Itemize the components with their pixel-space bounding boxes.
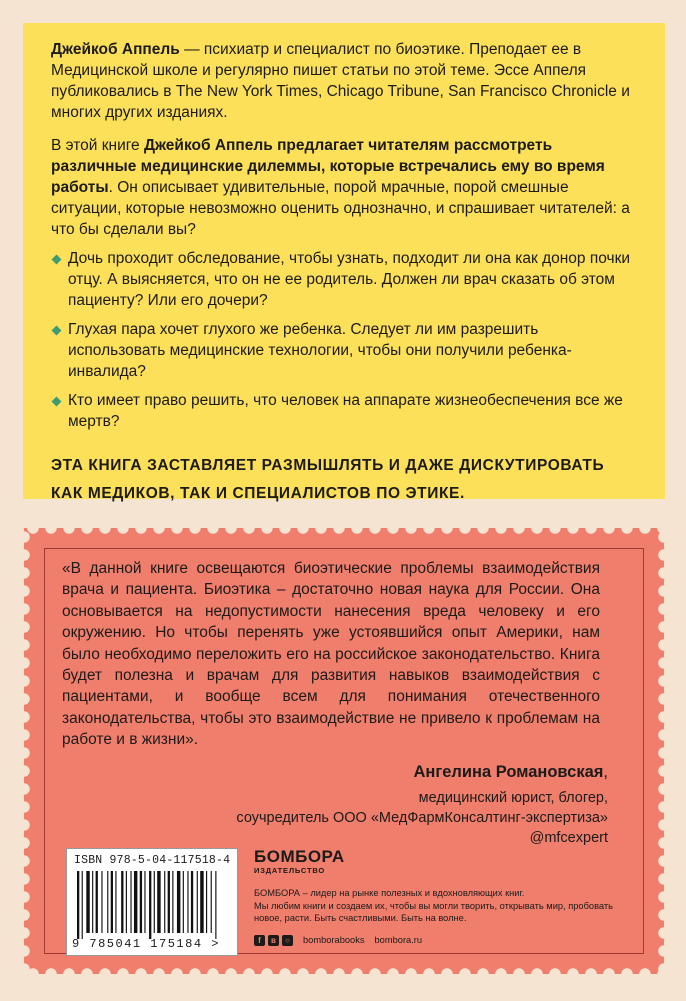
barcode-bar xyxy=(96,871,98,933)
barcode-bar xyxy=(191,871,193,933)
barcode-bar xyxy=(215,871,216,939)
barcode-bar xyxy=(211,871,212,933)
book-intro xyxy=(51,135,637,240)
publisher-description xyxy=(254,887,634,925)
barcode-bar xyxy=(92,871,93,933)
publisher-block xyxy=(254,848,634,946)
list-item-text: Глухая пара хочет глухого же ребенка. Следует ли им разрешить использовать медицинские технологии, чтобы они получили ребенка-инвалида? xyxy=(68,321,572,380)
publisher-links xyxy=(254,935,634,946)
diamond-bullet-icon xyxy=(52,326,62,336)
barcode-bar xyxy=(154,871,155,933)
barcode-bar xyxy=(183,871,184,933)
reviewer-name: Ангелина Романовская xyxy=(413,763,604,781)
barcode-bar xyxy=(206,871,207,933)
barcode-bar xyxy=(168,871,170,933)
reviewer-role: медицинский юрист, блогер, xyxy=(418,790,608,806)
list-item-text: Кто имеет право решить, что человек на аппарате жизнеобеспечения все же мертв? xyxy=(68,392,623,430)
barcode-bar xyxy=(177,871,180,933)
barcode-bar xyxy=(101,871,102,933)
diamond-bullet-icon xyxy=(52,397,62,407)
barcode-bar xyxy=(86,871,89,933)
author-bio xyxy=(51,39,637,123)
barcode-bar xyxy=(126,871,127,933)
publisher-logo: БОМБОРА xyxy=(254,847,345,866)
reviewer-handle: @mfcexpert xyxy=(529,830,608,846)
barcode-bar xyxy=(157,871,160,933)
quote-signature xyxy=(236,762,608,848)
intro-bold: Джейкоб Аппель предлагает читателям рассмотреть различные медицинские дилеммы, которые встречались ему во время работы xyxy=(51,137,605,196)
barcode-bar xyxy=(82,871,83,939)
barcode-bar xyxy=(200,871,203,933)
barcode-bar xyxy=(149,871,151,939)
author-name: Джейкоб Аппель xyxy=(51,41,180,58)
barcode-bars xyxy=(75,871,229,939)
publisher-website: bombora.ru xyxy=(374,935,423,945)
barcode-bar xyxy=(172,871,173,933)
quote-stamp xyxy=(24,528,664,974)
intro-lead: В этой книге xyxy=(51,137,144,154)
vk-icon: в xyxy=(268,935,279,946)
list-item xyxy=(51,248,637,311)
barcode-bar xyxy=(115,871,116,933)
barcode xyxy=(66,848,238,956)
barcode-bar xyxy=(111,871,113,933)
barcode-bar xyxy=(130,871,131,933)
author-bio-text: — психиатр и специалист по биоэтике. Преподает ее в Медицинской школе и регулярно пишет статьи по этой теме. Эссе Аппеля публиковались в The New York Times, Chicago Tribune, San Francisco Chronicle и многих других изданиях. xyxy=(51,41,630,121)
publisher-subtitle: ИЗДАТЕЛЬСТВО xyxy=(254,866,325,875)
list-item xyxy=(51,319,637,382)
barcode-digits: 9 785041 175184 > xyxy=(72,937,220,951)
reviewer-name-line xyxy=(236,762,608,782)
instagram-icon: ○ xyxy=(282,935,293,946)
barcode-bar xyxy=(187,871,188,933)
barcode-bar xyxy=(121,871,123,933)
publisher-desc-line2: Мы любим книги и создаем их, чтобы вы могли творить, открывать мир, пробовать новое, расти. Быть счастливыми. Быть на волне. xyxy=(254,900,613,923)
barcode-bar xyxy=(107,871,108,933)
barcode-bar xyxy=(164,871,165,933)
about-panel xyxy=(23,23,665,502)
isbn-number: ISBN 978-5-04-117518-4 xyxy=(74,854,231,867)
barcode-bar xyxy=(144,871,145,933)
tagline: ЭТА КНИГА ЗАСТАВЛЯЕТ РАЗМЫШЛЯТЬ И ДАЖЕ ДИСКУТИРОВАТЬ КАК МЕДИКОВ, ТАК И СПЕЦИАЛИСТОВ ПО ЭТИКЕ. xyxy=(51,457,605,502)
social-icons xyxy=(254,935,293,946)
list-item xyxy=(51,390,637,432)
publisher-desc-line1: БОМБОРА – лидер на рынке полезных и вдохновляющих книг. xyxy=(254,888,525,898)
barcode-bar xyxy=(197,871,198,933)
barcode-bar xyxy=(77,871,79,939)
reviewer-company: соучредитель ООО «МедФармКонсалтинг-экспертиза» xyxy=(236,810,608,826)
barcode-bar xyxy=(134,871,137,933)
intro-rest: . Он описывает удивительные, порой мрачные, порой смешные ситуации, которые невозможно оценить однозначно, и спрашивает читателей: а что бы сделали вы? xyxy=(51,179,630,238)
dilemma-list xyxy=(51,248,637,432)
barcode-bar xyxy=(140,871,142,933)
publisher-handle: bomborabooks xyxy=(303,935,365,945)
list-item-text: Дочь проходит обследование, чтобы узнать, подходит ли она как донор почки отцу. А выясняется, что он не ее родитель. Должен ли врач сказать об этом пациенту? Или его дочери? xyxy=(68,250,631,309)
review-quote: «В данной книге освещаются биоэтические проблемы взаимодействия врача и пациента. Биоэтика – достаточно новая наука для России. Она основывается на недопустимости нанесения вреда человеку и его окружению. Но чтобы перенять уже устоявшийся опыт Америки, нам было необходимо переложить его на российское законодательство. Книга будет полезна и врачам для развития навыков взаимодействия с пациентами, и вообще всем для понимания отечественного законодательства, чтобы это взаимодействие не привело к проблемам на работе и в жизни». xyxy=(62,560,600,749)
facebook-icon: f xyxy=(254,935,265,946)
diamond-bullet-icon xyxy=(52,255,62,265)
reviewer-name-suffix: , xyxy=(603,763,608,781)
